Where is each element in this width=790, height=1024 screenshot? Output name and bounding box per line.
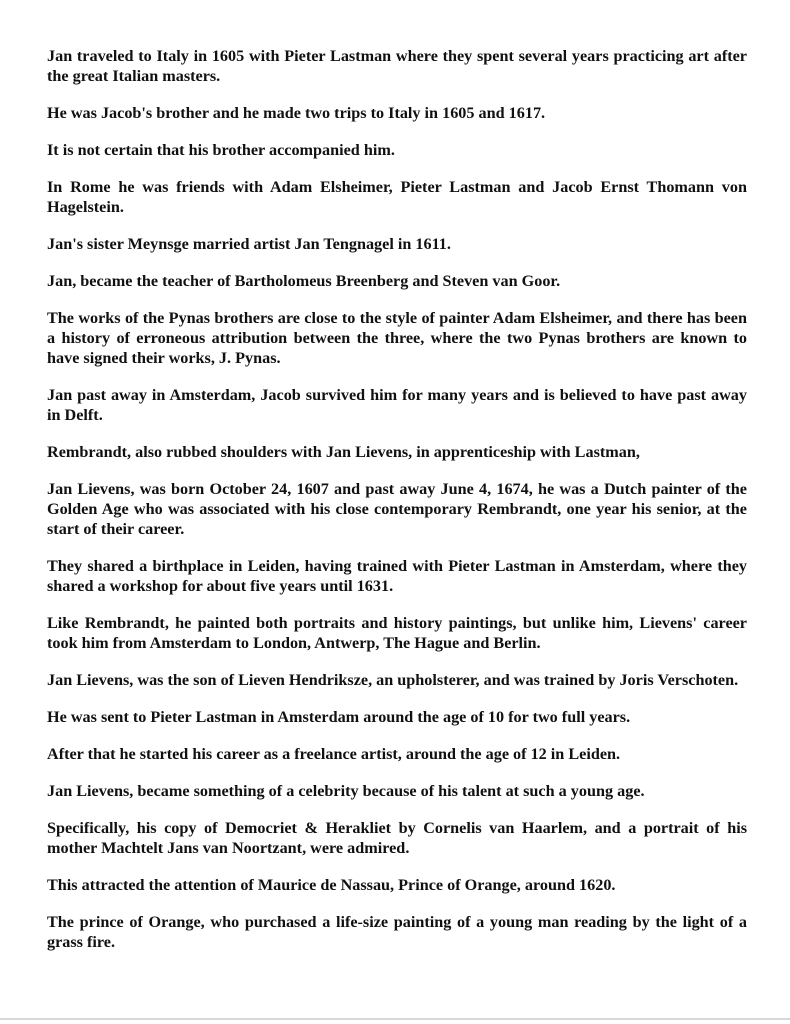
paragraph: He was Jacob's brother and he made two trips to Italy in 1605 and 1617. [47,104,546,122]
paragraph: The prince of Orange, who purchased a life-size painting of a young man reading by the light of a grass fire. [47,913,747,951]
paragraph: Like Rembrandt, he painted both portraits and history paintings, but unlike him, Lievens' career took him from Amsterdam to London, Antwerp, The Hague and Berlin. [47,614,747,652]
paragraph: Jan Lievens, was born October 24, 1607 and past away June 4, 1674, he was a Dutch painter of the Golden Age who was associated with his close contemporary Rembrandt, one year his senior, at the start of their career. [47,480,747,538]
document-body [47,46,747,969]
paragraph: He was sent to Pieter Lastman in Amsterdam around the age of 10 for two full years. [47,708,631,726]
paragraph: This attracted the attention of Maurice de Nassau, Prince of Orange, around 1620. [47,876,616,894]
paragraph: After that he started his career as a freelance artist, around the age of 12 in Leiden. [47,745,621,763]
paragraph: Jan past away in Amsterdam, Jacob survived him for many years and is believed to have past away in Delft. [47,386,747,424]
paragraph: Jan, became the teacher of Bartholomeus Breenberg and Steven van Goor. [47,272,561,290]
paragraph: Jan Lievens, was the son of Lieven Hendriksze, an upholsterer, and was trained by Joris Verschoten. [47,671,739,689]
paragraph: The works of the Pynas brothers are close to the style of painter Adam Elsheimer, and there has been a history of erroneous attribution between the three, where the two Pynas brothers are known to have signed their works, J. Pynas. [47,309,747,367]
paragraph: Jan traveled to Italy in 1605 with Pieter Lastman where they spent several years practicing art after the great Italian masters. [47,47,747,85]
paragraph: Specifically, his copy of Democriet & Herakliet by Cornelis van Haarlem, and a portrait of his mother Machtelt Jans van Noortzant, were admired. [47,819,747,857]
paragraph: They shared a birthplace in Leiden, having trained with Pieter Lastman in Amsterdam, where they shared a workshop for about five years until 1631. [47,557,747,595]
page-bottom-edge [0,1018,790,1020]
paragraph: In Rome he was friends with Adam Elsheimer, Pieter Lastman and Jacob Ernst Thomann von Hagelstein. [47,178,747,216]
paragraph: It is not certain that his brother accompanied him. [47,141,395,159]
paragraph: Jan Lievens, became something of a celebrity because of his talent at such a young age. [47,782,645,800]
paragraph: Rembrandt, also rubbed shoulders with Jan Lievens, in apprenticeship with Lastman, [47,443,640,461]
paragraph: Jan's sister Meynsge married artist Jan Tengnagel in 1611. [47,235,451,253]
